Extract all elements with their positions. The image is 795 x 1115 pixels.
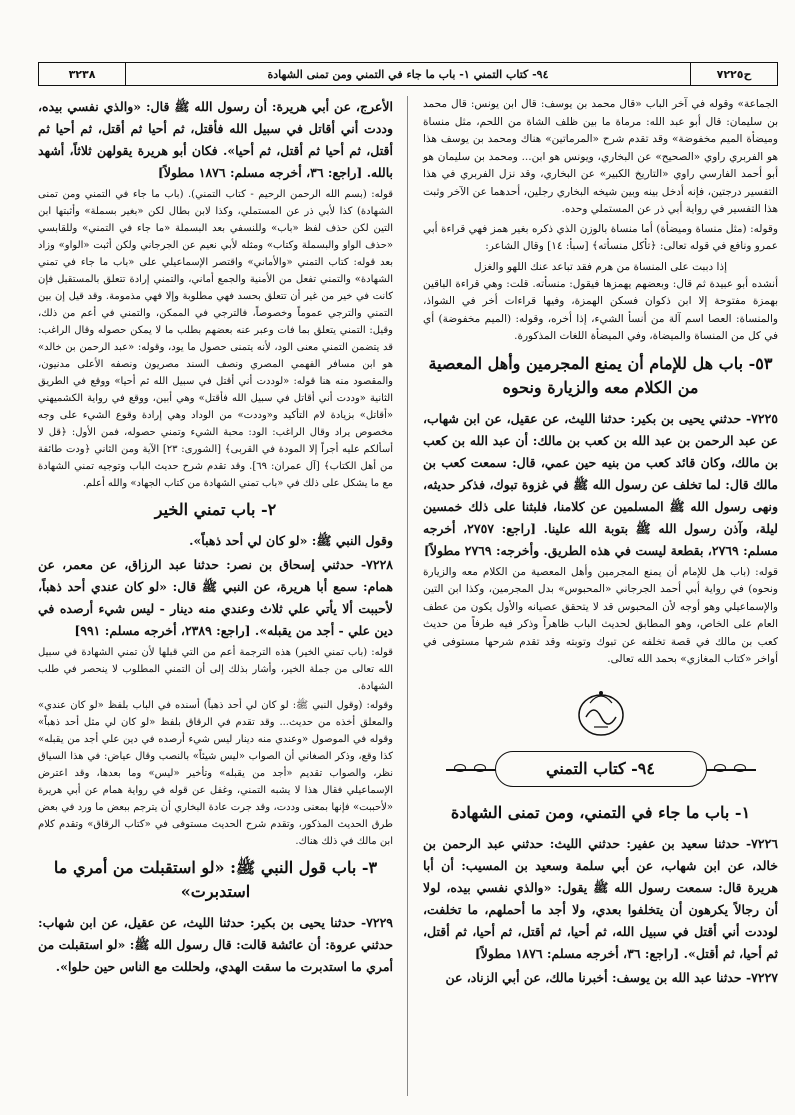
book-title-banner xyxy=(423,751,778,787)
hadith-text: ٧٢٢٨- حدثني إسحاق بن نصر: حدثنا عبد الرزاق، عن معمر، عن همام: سمع أبا هريرة، عن النبي ﷺ قال: «لو كان عندي أحد ذهباً، لأحببت ألا يأتي علي ثلاث وعندي منه دينار - ليس شيء أرصده في دين علي - أجد من يقبله». [راجع: ٢٣٨٩، أخرجه مسلم: ٩٩١] xyxy=(38,557,393,638)
commentary-paragraph: وقوله: (مثل منساة وميضأة) أما منساة بالوزن الذي ذكره بغير همز فهي قراءة أبي عمرو ونافع في قوله تعالى: ﴿تأكل منسأته﴾ [سبأ: ١٤] وقال الشاعر: xyxy=(423,222,778,252)
commentary-paragraph: أنشده أبو عبيدة ثم قال: وبعضهم يهمزها فيقول: منسأته. قلت: وهي قراءة الباقين بهمزة مفتوحة إلا ابن ذكوان فسكن الهمزة، وفيها قراءات أخر في الشواذ، والمنساة: العصا اسم آلة من أنسأ الشيء، إذا أخره، وقوله: (الميم مخفوضة) أي في كل من المنساة والميضاة، وفي الميضأة اللغات المذكورة. xyxy=(423,277,778,342)
poetry-verse: إذا دببت على المنساة من هرم فقد تباعد عنك اللهو والغزل xyxy=(473,260,728,273)
right-column xyxy=(423,96,778,991)
commentary-paragraph: وقوله: (وقول النبي ﷺ: لو كان لي أحد ذهباً) أسنده في الباب بلفظ «لو كان عندي» والمعلق أخذه من حديث... وقد تقدم في الرقاق بلفظ «لو كان لي مثل أحد ذهباً» وقوله في الموصول «وعندي منه دينار ليس شيء أرصده في دين علي أجد من يقبله» كذا وقع، وذكر الصغاني أن الصواب «ليس شيئاً» بالنصب وقال عياض: في هذا السياق نظر، والصواب تقديم «أجد من يقبله» وتأخير «ليس» وما بعدها، وقد اعترض الإسماعيلي فقال هذا لا يشبه التمني، وغفل عن قوله في رواية همام عن أبي هريرة «لأحببت» فإنها بمعنى وددت، وقد جرت عادة البخاري أن يترجم ببعض ما ورد في بعض طرق الحديث المذكور، وتقدم شرح الحديث مستوفى في «كتاب الرقاق» وتقدم كلام ابن مالك في ذلك هناك. xyxy=(38,700,393,847)
chapter-subtitle: وقول النبي ﷺ: «لو كان لي أحد ذهباً». xyxy=(189,533,393,548)
hadith-text: ٧٢٢٦- حدثنا سعيد بن عفير: حدثني الليث: حدثني عبد الرحمن بن خالد، عن ابن شهاب، عن أبي سلمة وسعيد بن المسيب: أن أبا هريرة قال: سمعت رسول الله ﷺ يقول: «والذي نفسي بيده، لولا أن رجالاً يكرهون أن يتخلفوا بعدي، ولا أجد ما أحملهم، ما تخلفت، لوددت أني أقتل في سبيل الله، ثم أحيا، ثم أقتل، ثم أحيا، ثم أقتل، ثم أحيا، ثم أقتل». [راجع: ٣٦، أخرجه مسلم: ١٨٧٦ مطولاً] xyxy=(423,835,778,961)
page-number: ٣٢٣٨ xyxy=(39,63,126,85)
commentary-paragraph: قوله: (باب هل للإمام أن يمنع المجرمين وأهل المعصية من الكلام معه والزيارة ونحوه) في رواية أبي أحمد الجرجاني «المحبوس» بدل المجرمين، وكذا ابن التين والإسماعيلي وهو أوجه لأن المحبوس قد لا يتحقق عصيانه والأول يكون من عطف العام على الخاص، وهو المطابق لحديث الباب ظاهراً وذكر فيه طرفاً من حديث كعب بن مالك في قصة تخلفه عن تبوك وتوبته وقد تقدم شرحها مستوفى في أواخر «كتاب المغازي» بحمد الله تعالى. xyxy=(423,565,778,665)
commentary-paragraph: قوله: (بسم الله الرحمن الرحيم - كتاب التمني). (باب ما جاء في التمني ومن تمنى الشهادة) كذا لأبي ذر عن المستملي، وكذا لابن بطال لكن «بغير بسملة» وأثبتها ابن التين لكن حذف لفظ «باب» وللنسفي بعد البسملة «ما جاء في التمني» وللقابسي «حذف الواو والبسملة وكتاب» ومثله لأبي نعيم عن الجرجاني ولكن أثبت «الواو» وزاد بعد قوله: كتاب التمني «والأماني» واقتصر الإسماعيلي على «باب ما جاء في تمني الشهادة» والتمني تفعل من الأمنية والجمع أماني، والتمني إرادة تتعلق بالمستقبل فإن كانت في خير من غير أن تتعلق بحسد فهي مطلوبة وإلا فهي مذمومة. وقد قيل إن بين التمني والترجي عموماً وخصوصاً، فالترجي في الممكن، والتمني في أعم من ذلك، وقيل: التمني يتعلق بما فات وعبر عنه بعضهم بطلب ما لا يمكن حصوله وقال الراغب: قد يتضمن التمني معنى الود، لأنه يتمنى حصول ما يود، وقوله: «عبد الرحمن بن خالد» هو ابن مسافر الفهمي المصري ونصف السند مصريون ونصفه الأعلى مدنيون، والمقصود منه هنا قوله: «لوددت أني أقتل في سبيل الله ثم أحيا» ووقع في الطريق الثانية «وددت أني أقاتل في سبيل الله فأقتل» وهي أبين، ووقع في رواية الكشميهني «أقاتل» بزيادة لام التأكيد و«وددت» من الوداد وهي إرادة وقوع الشيء على وجه مخصوص يراد وقال الراغب: الود: محبة الشيء وتمني حصوله، فمن الأول: ﴿قل لا أسألكم عليه أجراً إلا المودة في القربى﴾ [الشورى: ٢٣] الآية ومن الثاني ﴿ودت طائفة من أهل الكتاب﴾ [آل عمران: ٦٩]. وقد تقدم شرح حديث الباب وتوجيه تمني الشهادة مع ما يشكل على ذلك في «باب تمني الشهادة من كتاب الجهاد» والله أعلم. xyxy=(38,189,393,489)
chapter-title: ٥٣- باب هل للإمام أن يمنع المجرمين وأهل المعصية من الكلام معه والزيارة ونحوه xyxy=(428,353,773,397)
hadith-text: ٧٢٢٧- حدثنا عبد الله بن يوسف: أخبرنا مالك، عن أبي الزناد، عن xyxy=(445,969,778,985)
chapter-title: ٢- باب تمني الخير xyxy=(154,500,277,519)
chapter-title: ٣- باب قول النبي ﷺ: «لو استقبلت من أمري ما استدبرت» xyxy=(53,858,378,901)
leaf-ornament-icon xyxy=(446,769,496,771)
basmala-ornament xyxy=(423,683,778,743)
commentary-paragraph: الجماعة» وقوله في آخر الباب «قال محمد بن يوسف: قال ابن يونس: قال محمد بن سليمان: قال أبو عبد الله: مرماة ما بين ظلف الشاة من اللحم، مثل منساة وميضأة الميم مخفوضة» وقد تقدم شرح «المرماتين» هناك ومحمد بن يوسف هذا هو الفربري راوي «الصحيح» عن البخاري، ويونس هو ابن... ومحمد بن سليمان هو أبو أحمد الفارسي راوي «التاريخ الكبير» عن البخاري، وقد نزل الفربري في هذا التفسير درجتين، فإنه أدخل بينه وبين شيخه البخاري رجلين، أحدهما عن الآخر وثبت هذا التفسير في رواية أبي ذر عن المستملي وحده. xyxy=(423,98,778,215)
calligraphy-ornament-icon xyxy=(566,683,636,743)
page-header xyxy=(38,62,778,86)
column-divider xyxy=(407,96,408,1096)
hadith-range: ح٧٢٢٥ xyxy=(690,63,777,85)
hadith-text: ٧٢٢٥- حدثني يحيى بن بكير: حدثنا الليث، عن عقيل، عن ابن شهاب، عن عبد الرحمن بن عبد الله بن كعب بن مالك: أن عبد الله بن كعب بن مالك، وكان قائد كعب من بنيه حين عمي، قال: سمعت كعب بن مالك قال: لما تخلف عن رسول الله ﷺ في غزوة تبوك، فذكر حديثه، ونهى رسول الله ﷺ المسلمين عن كلامنا، فلبثنا على ذلك خمسين ليلة، وآذن رسول الله ﷺ بتوبة الله علينا. [راجع: ٢٧٥٧، أخرجه مسلم: ٢٧٦٩، بقطعة ليست في هذه الطريق. وأخرجه: ٢٧٦٩ مطولاً] xyxy=(423,410,778,558)
book-page xyxy=(38,62,778,1102)
chapter-title: ١- باب ما جاء في التمني، ومن تمنى الشهادة xyxy=(450,802,751,822)
left-column xyxy=(38,96,393,980)
hadith-text: الأعرج، عن أبي هريرة: أن رسول الله ﷺ قال: «والذي نفسي بيده، وددت أني أقاتل في سبيل الله فأقتل، ثم أحيا ثم أقتل، ثم أحيا ثم أقتل، ثم أحيا ثم أقتل، ثم أحيا». فكان أبو هريرة يقولهن ثلاثاً، أشهد بالله. [راجع: ٣٦، أخرجه مسلم: ١٨٧٦ مطولاً] xyxy=(38,99,393,180)
hadith-text: ٧٢٢٩- حدثنا يحيى بن بكير: حدثنا الليث، عن عقيل، عن ابن شهاب: حدثني عروة: أن عائشة قالت: قال رسول الله ﷺ: «لو استقبلت من أمري ما استدبرت ما سقت الهدي، ولحللت مع الناس حين حلوا». xyxy=(38,915,393,974)
book-title-frame xyxy=(495,751,707,787)
commentary-paragraph: قوله: (باب تمني الخير) هذه الترجمة أعم من التي قبلها لأن تمني الشهادة في سبيل الله تعالى من جملة الخير، وأشار بذلك إلى أن التمني المطلوب لا ينحصر في طلب الشهادة. xyxy=(38,647,393,692)
book-title: ٩٤- كتاب التمني xyxy=(546,759,655,778)
leaf-ornament-icon xyxy=(706,769,756,771)
running-title: ٩٤- كتاب التمني ١- باب ما جاء في التمني ومن تمنى الشهادة xyxy=(267,67,549,81)
